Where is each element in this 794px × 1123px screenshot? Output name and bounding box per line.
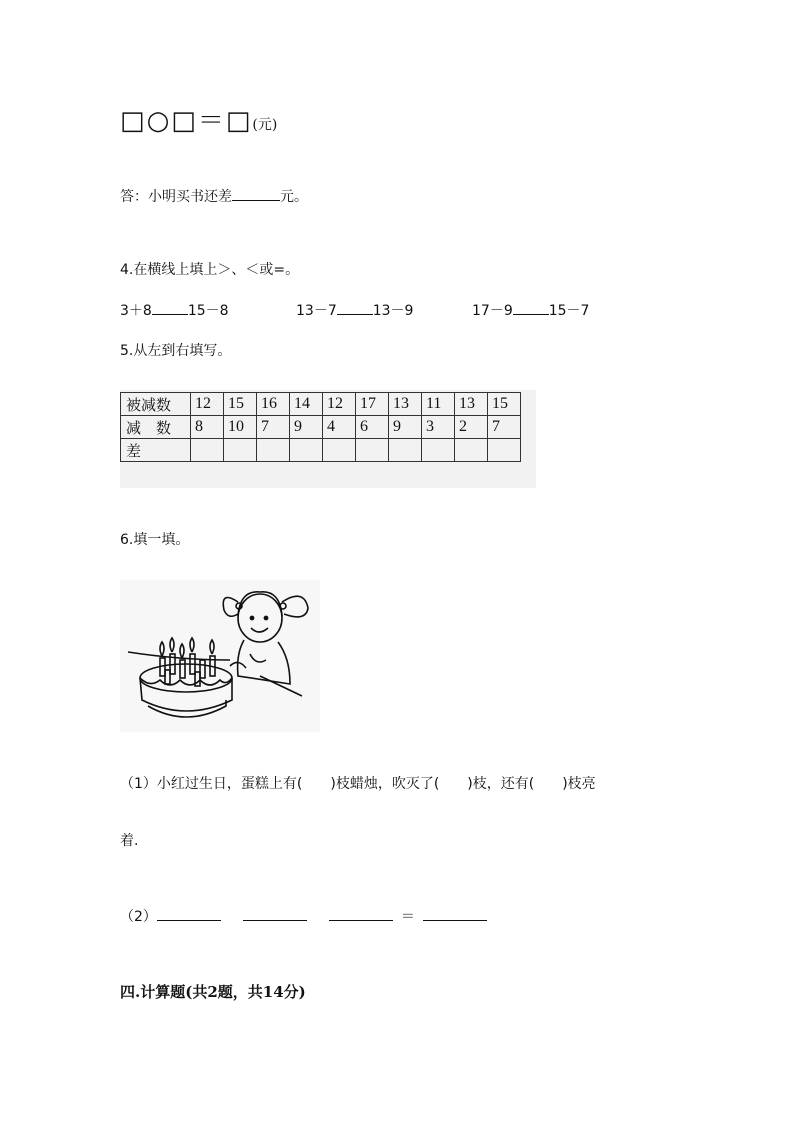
equation-symbols: □○□＝□ <box>120 106 253 136</box>
section-heading: 四.计算题(共2题，共14分) <box>120 983 306 1001</box>
birthday-cake-illustration <box>120 580 320 732</box>
q4-item-1 <box>120 300 229 320</box>
answer-blank[interactable] <box>232 188 280 201</box>
q6-title: 6.填一填。 <box>120 532 190 548</box>
q5-title: 5.从左到右填写。 <box>120 343 232 359</box>
subtrahend-cell: 9 <box>290 416 323 439</box>
subtrahend-cell: 7 <box>488 416 521 439</box>
difference-cell[interactable] <box>389 439 422 462</box>
minuend-cell: 13 <box>389 393 422 416</box>
difference-cell[interactable] <box>455 439 488 462</box>
answer-blank[interactable] <box>243 908 307 921</box>
q4-item-right: 15－8 <box>187 303 229 319</box>
equation-unit: (元) <box>252 117 278 133</box>
subtrahend-cell: 2 <box>455 416 488 439</box>
difference-cell[interactable] <box>488 439 521 462</box>
subtrahend-cell: 4 <box>323 416 356 439</box>
q4-blank[interactable] <box>152 302 188 315</box>
answer-line <box>120 186 308 206</box>
answer-suffix: 元。 <box>280 189 308 205</box>
subtrahend-cell: 10 <box>224 416 257 439</box>
table-row-minuend <box>121 393 521 416</box>
minuend-cell: 13 <box>455 393 488 416</box>
answer-blank[interactable] <box>329 908 393 921</box>
minuend-cell: 12 <box>191 393 224 416</box>
subtraction-table <box>120 392 521 462</box>
q4-title: 4.在横线上填上＞、＜或=。 <box>120 262 300 278</box>
row-label-difference: 差 <box>121 439 191 462</box>
q4-blank[interactable] <box>513 302 549 315</box>
q4-item-right: 15－7 <box>548 303 590 319</box>
q6-part2 <box>120 906 509 926</box>
difference-cell[interactable] <box>257 439 290 462</box>
minuend-cell: 11 <box>422 393 455 416</box>
minuend-cell: 15 <box>488 393 521 416</box>
row-label-minuend: 被减数 <box>121 393 191 416</box>
girl-with-cake-drawing <box>120 580 320 732</box>
difference-cell[interactable] <box>422 439 455 462</box>
equation-line <box>120 100 277 137</box>
q4-item-left: 3＋8 <box>120 303 152 319</box>
difference-cell[interactable] <box>356 439 389 462</box>
q4-blank[interactable] <box>337 302 373 315</box>
q4-item-left: 13－7 <box>296 303 337 319</box>
subtrahend-cell: 3 <box>422 416 455 439</box>
difference-cell[interactable] <box>323 439 356 462</box>
minuend-cell: 14 <box>290 393 323 416</box>
minuend-cell: 15 <box>224 393 257 416</box>
q4-item-3 <box>472 300 589 320</box>
subtrahend-cell: 6 <box>356 416 389 439</box>
q6-part2-equals: ＝ <box>400 909 415 925</box>
minuend-cell: 16 <box>257 393 290 416</box>
q4-item-left: 17－9 <box>472 303 513 319</box>
q4-item-right: 13－9 <box>372 303 414 319</box>
table-row-difference <box>121 439 521 462</box>
difference-cell[interactable] <box>224 439 257 462</box>
answer-prefix: 答：小明买书还差 <box>120 189 232 205</box>
minuend-cell: 17 <box>356 393 389 416</box>
q6-part1-line1: （1）小红过生日，蛋糕上有( )枝蜡烛，吹灭了( )枝，还有( )枝亮 <box>120 776 596 792</box>
answer-blank[interactable] <box>423 908 487 921</box>
table-row-subtrahend <box>121 416 521 439</box>
difference-cell[interactable] <box>191 439 224 462</box>
difference-cell[interactable] <box>290 439 323 462</box>
row-label-subtrahend: 减 数 <box>121 416 191 439</box>
minuend-cell: 12 <box>323 393 356 416</box>
answer-blank[interactable] <box>157 908 221 921</box>
subtrahend-cell: 7 <box>257 416 290 439</box>
q6-part1-line2: 着. <box>120 833 139 849</box>
q6-part2-label: （2） <box>120 909 157 925</box>
subtrahend-cell: 9 <box>389 416 422 439</box>
q4-item-2 <box>296 300 413 320</box>
subtraction-table-wrap <box>120 392 521 462</box>
subtrahend-cell: 8 <box>191 416 224 439</box>
